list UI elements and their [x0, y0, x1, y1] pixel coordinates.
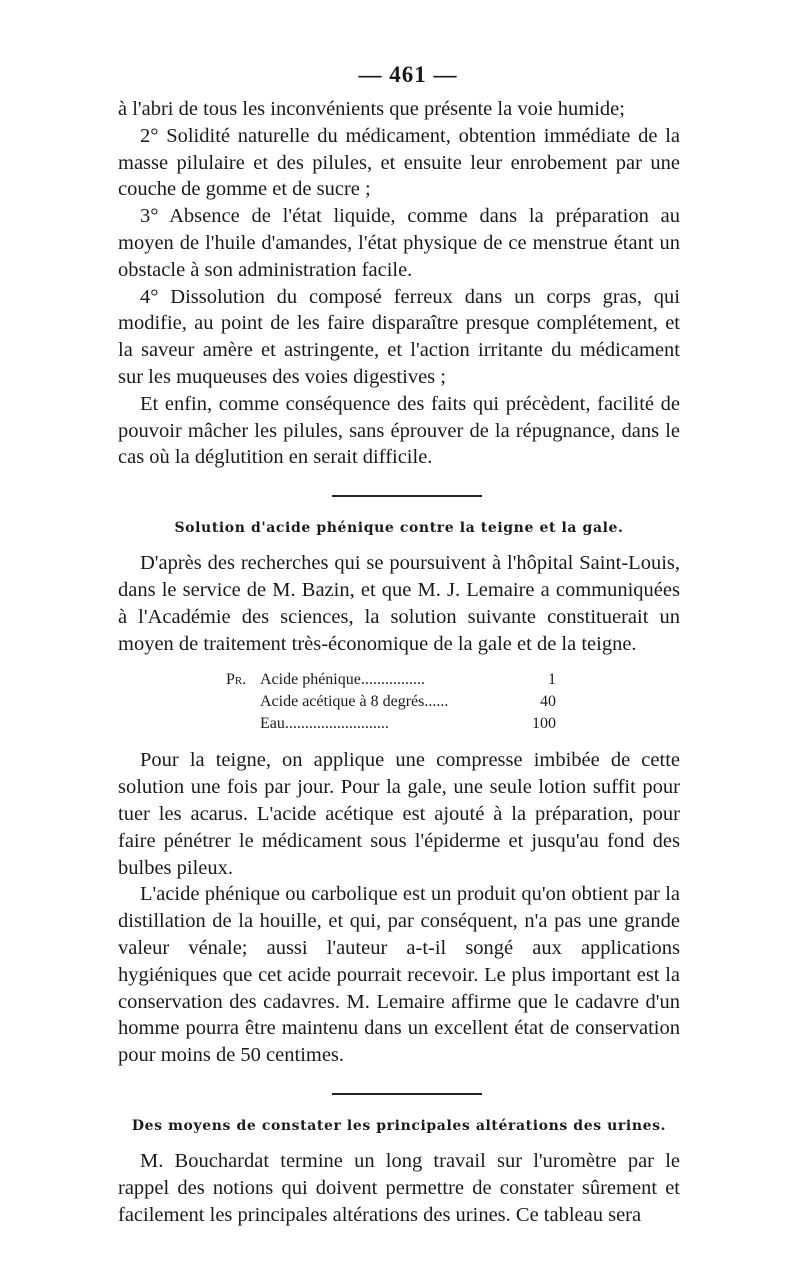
- formula-block: [226, 669, 556, 735]
- ingredient-quantity: 40: [540, 693, 556, 711]
- section-title: Des moyens de constater les principales altérations des urines.: [131, 1117, 667, 1134]
- paragraph: M. Bouchardat termine un long travail sur l'uromètre par le rappel des notions qui doivent permettre de constater sûrement et facilement les principales altérations des urines. Ce tableau sera: [118, 1149, 680, 1226]
- paragraph: 4° Dissolution du composé ferreux dans un corps gras, qui modifie, au point de les faire disparaître presque complétement, et la saveur amère et astringente, et l'action irritante du médicament sur les muqueuses des voies digestives ;: [118, 285, 680, 388]
- page-number: — 461 —: [358, 62, 458, 87]
- formula-row: [226, 713, 556, 735]
- ingredient-quantity: 1: [548, 671, 556, 689]
- formula-prefix: Pr.: [226, 671, 247, 689]
- formula-row: [226, 669, 556, 691]
- ingredient-name: Eau..........................: [260, 715, 389, 733]
- paragraph: Et enfin, comme conséquence des faits qui précèdent, facilité de pouvoir mâcher les pilules, sans éprouver de la répugnance, dans le cas où la déglutition en serait difficile.: [118, 392, 680, 469]
- ingredient-name: Acide acétique à 8 degrés......: [260, 693, 449, 711]
- paragraph: à l'abri de tous les inconvénients que présente la voie humide;: [118, 98, 625, 120]
- section-divider: [332, 1093, 482, 1095]
- section-divider: [332, 495, 482, 497]
- paragraph: L'acide phénique ou carbolique est un produit qu'on obtient par la distillation de la houille, et qui, par conséquent, n'a pas une grande valeur vénale; aussi l'auteur a-t-il songé aux applications hygiéniques que cet acide pourrait recevoir. Le plus important est la conservation des cadavres. M. Lemaire affirme que le cadavre d'un homme pourra être maintenu dans un excellent état de conservation pour moins de 50 centimes.: [118, 883, 680, 1067]
- paragraph: Pour la teigne, on applique une compresse imbibée de cette solution une fois par jour. Pour la gale, une seule lotion suffit pour tuer les acarus. L'acide acétique est ajouté à la préparation, pour faire pénétrer le médicament sous l'épiderme et jusqu'au fond des bulbes pileux.: [118, 749, 680, 879]
- paragraph: 2° Solidité naturelle du médicament, obtention immédiate de la masse pilulaire et des pilules, et ensuite leur enrobement par une couche de gomme et de sucre ;: [118, 124, 680, 201]
- formula-row: [226, 691, 556, 713]
- section-title: Solution d'acide phénique contre la teigne et la gale.: [174, 520, 624, 537]
- ingredient-quantity: 100: [532, 715, 556, 733]
- paragraph: 3° Absence de l'état liquide, comme dans la préparation au moyen de l'huile d'amandes, l'état physique de ce menstrue étant un obstacle à son administration facile.: [118, 205, 680, 281]
- paragraph: D'après des recherches qui se poursuivent à l'hôpital Saint-Louis, dans le service de M. Bazin, et que M. J. Lemaire a communiquées à l'Académie des sciences, la solution suivante constituerait un moyen de traitement très-économique de la gale et de la teigne.: [118, 552, 680, 655]
- ingredient-name: Acide phénique................: [260, 671, 425, 689]
